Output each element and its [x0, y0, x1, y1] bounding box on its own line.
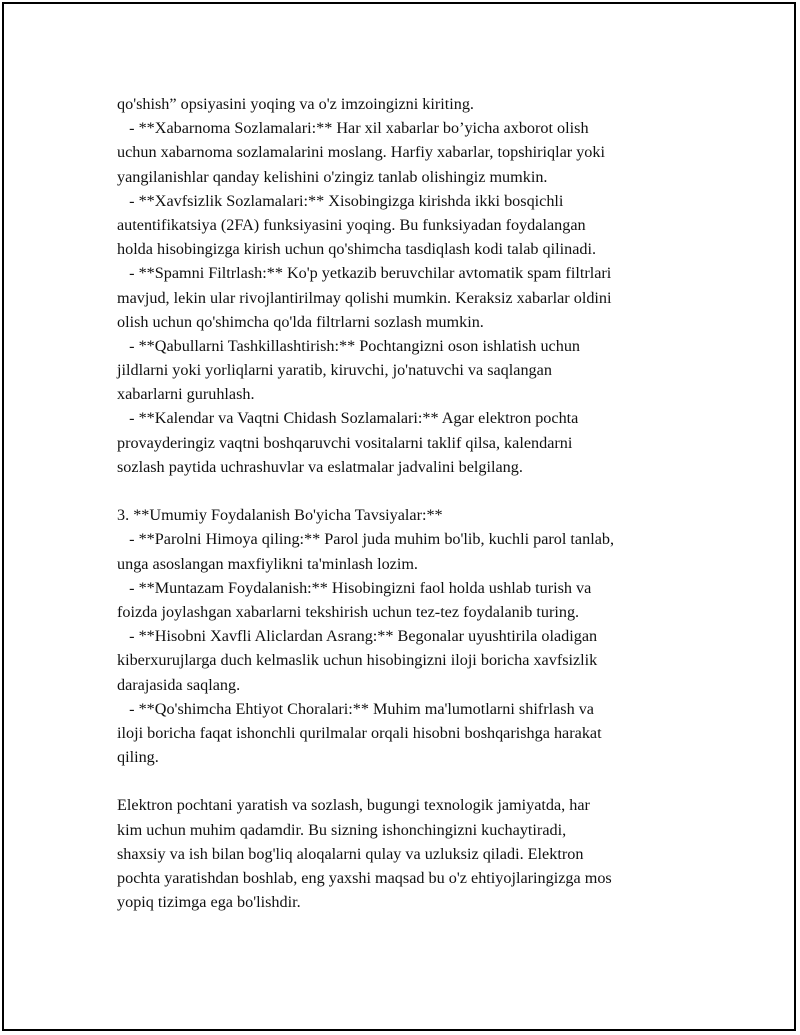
text-line: qiling.: [117, 748, 159, 767]
text-line: mavjud, lekin ular rivojlantirilmay qolishi mumkin. Keraksiz xabarlar oldini: [117, 288, 612, 307]
section-heading: 3. **Umumiy Foydalanish Bo'yicha Tavsiyalar:**: [117, 506, 443, 525]
text-line: pochta yaratishdan boshlab, eng yaxshi maqsad bu o'z ehtiyojlaringizga mos: [117, 869, 612, 887]
text-line: yangilanishlar qanday kelishini o'zingiz tanlab olishingiz mumkin.: [117, 167, 548, 186]
text-line: iloji boricha faqat ishonchli qurilmalar orqali hisobni boshqarishga harakat: [117, 723, 602, 742]
text-line: - **Kalendar va Vaqtni Chidash Sozlamalari:** Agar elektron pochta: [117, 409, 579, 428]
text-line: qo'shish” opsiyasini yoqing va o'z imzoingizni kiriting.: [117, 95, 474, 113]
text-line: holda hisobingizga kirish uchun qo'shimcha tasdiqlash kodi talab qilinadi.: [117, 240, 597, 259]
text-line: - **Hisobni Xavfli Aliclardan Asrang:** Begonalar uyushtirila oladigan: [117, 627, 598, 646]
text-line: - **Parolni Himoya qiling:** Parol juda muhim bo'lib, kuchli parol tanlab,: [117, 530, 615, 549]
text-line: - **Muntazam Foydalanish:** Hisobingizni faol holda ushlab turish va: [117, 578, 592, 597]
text-line: unga asoslangan maxfiylikni ta'minlash lozim.: [117, 554, 418, 573]
text-line: - **Xavfsizlik Sozlamalari:** Xisobingizga kirishda ikki bosqichli: [117, 191, 564, 210]
text-line: autentifikatsiya (2FA) funksiyasini yoqing. Bu funksiyadan foydalangan: [117, 215, 586, 234]
text-line: - **Qabullarni Tashkillashtirish:** Pochtangizni oson ishlatish uchun: [117, 336, 581, 355]
text-line: uchun xabarnoma sozlamalarini moslang. Harfiy xabarlar, topshiriqlar yoki: [117, 143, 605, 162]
text-line: jildlarni yoki yorliqlarni yaratib, kiruvchi, jo'natuvchi va saqlangan: [117, 361, 552, 380]
text-line: - **Xabarnoma Sozlamalari:** Har xil xabarlar bo’yicha axborot olish: [117, 119, 589, 138]
text-line: kim uchun muhim qadamdir. Bu sizning ishonchingizni kuchaytiradi,: [117, 820, 567, 839]
settings-section: [117, 92, 697, 479]
text-line: foizda joylashgan xabarlarni tekshirish uchun tez-tez foydalanib turing.: [117, 602, 580, 621]
text-line: - **Qo'shimcha Ehtiyot Choralari:** Muhim ma'lumotlarni shifrlash va: [117, 699, 594, 718]
text-line: yopiq tizimga ega bo'lishdir.: [117, 893, 301, 912]
text-line: provayderingiz vaqtni boshqaruvchi vositalarni taklif qilsa, kalendarni: [117, 433, 573, 452]
text-line: - **Spamni Filtrlash:** Ko'p yetkazib beruvchilar avtomatik spam filtrlari: [117, 264, 612, 283]
text-line: kiberxurujlarga duch kelmaslik uchun hisobingizni iloji boricha xavfsizlik: [117, 651, 598, 670]
conclusion-paragraph: [117, 793, 697, 914]
paragraph-gap: [117, 479, 697, 503]
text-line: xabarlarni guruhlash.: [117, 385, 255, 404]
text-line: darajasida saqlang.: [117, 675, 241, 694]
paragraph-gap: [117, 769, 697, 793]
text-line: Elektron pochtani yaratish va sozlash, bugungi texnologik jamiyatda, har: [117, 796, 590, 815]
text-line: shaxsiy va ish bilan bog'liq aloqalarni qulay va uzluksiz qiladi. Elektron: [117, 844, 584, 863]
recommendations-section: [117, 503, 697, 769]
text-line: sozlash paytida uchrashuvlar va eslatmalar jadvalini belgilang.: [117, 457, 523, 476]
document-body: [117, 92, 697, 914]
text-line: olish uchun qo'shimcha qo'lda filtrlarni sozlash mumkin.: [117, 312, 484, 331]
